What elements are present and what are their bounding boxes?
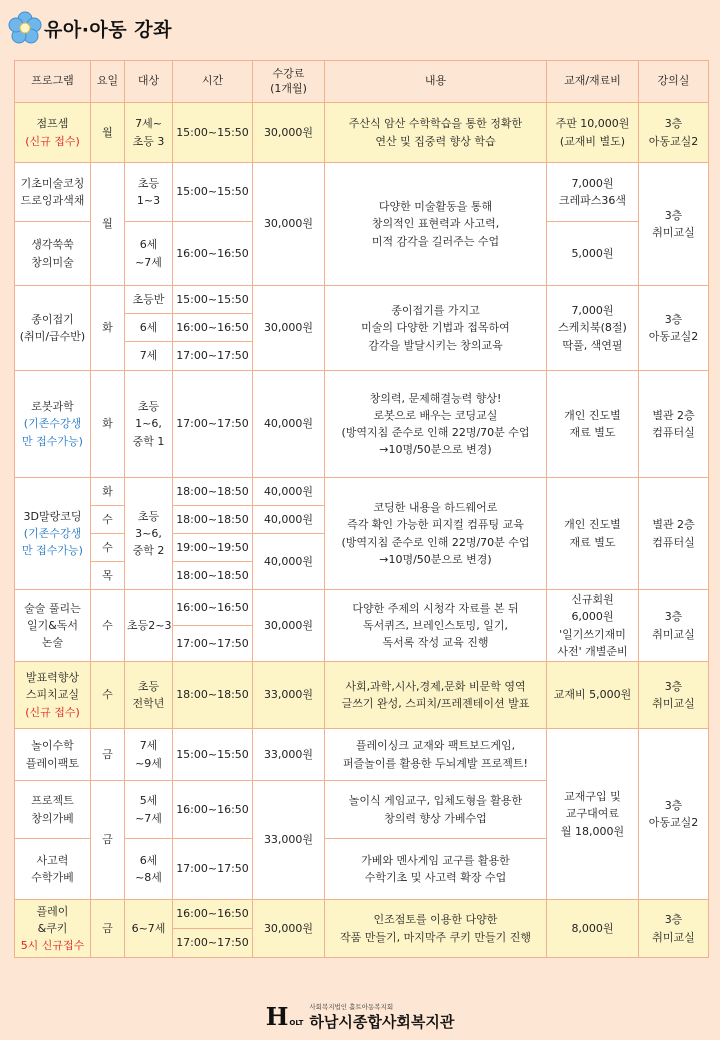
table-row [15, 900, 709, 929]
time-cell: 16:00~16:50 [173, 314, 253, 342]
day-cell: 수 [91, 662, 125, 729]
material-cell: 주판 10,000원 (교재비 별도) [547, 103, 639, 163]
table-row [15, 371, 709, 478]
day-cell: 월 [91, 163, 125, 286]
day-cell: 금 [91, 900, 125, 958]
target-cell: 5세~7세 [125, 781, 173, 839]
room-cell: 3층 아동교실2 [639, 103, 709, 163]
program-name: 플레이 &쿠키 [36, 904, 69, 935]
notice-text: (기존수강생 만 접수가능) [22, 417, 83, 448]
fee-cell: 30,000원 [253, 590, 325, 662]
table-row [15, 590, 709, 626]
day-cell: 월 [91, 103, 125, 163]
header-content: 내용 [325, 61, 547, 103]
room-cell: 3층 취미교실 [639, 163, 709, 286]
program-cell: 종이접기 (취미/급수반) [15, 286, 91, 371]
content-cell: 종이접기를 가지고 미술의 다양한 기법과 접목하여 감각을 발달시키는 창의교육 [325, 286, 547, 371]
program-cell: 프로젝트 창의가베 [15, 781, 91, 839]
time-cell: 16:00~16:50 [173, 781, 253, 839]
time-cell: 19:00~19:50 [173, 534, 253, 562]
fee-cell: 30,000원 [253, 163, 325, 286]
time-cell: 17:00~17:50 [173, 371, 253, 478]
material-cell: 8,000원 [547, 900, 639, 958]
flower-icon [8, 11, 42, 45]
page-title: 유아·아동 강좌 [44, 18, 172, 41]
program-cell: 놀이수학 플레이팩토 [15, 729, 91, 781]
table-row [15, 163, 709, 222]
new-badge: 5시 신규접수 [20, 939, 85, 953]
program-name: 점프셈 [36, 117, 69, 131]
material-cell: 교재구입 및 교구대여료 월 18,000원 [547, 729, 639, 900]
page-footer [0, 1002, 720, 1032]
content-cell: 창의력, 문제해결능력 향상! 로봇으로 배우는 코딩교실 (방역지침 준수로 인해 22명/70분 수업 →10명/50분으로 변경) [325, 371, 547, 478]
table-row [15, 662, 709, 729]
course-schedule-table [14, 60, 709, 958]
table-header-row [15, 61, 709, 103]
content-cell: 가베와 멘사게임 교구를 활용한 수학기초 및 사고력 확장 수업 [325, 839, 547, 900]
day-cell: 금 [91, 781, 125, 900]
fee-cell: 40,000원 [253, 478, 325, 506]
header-fee: 수강료 (1개월) [253, 61, 325, 103]
target-cell: 초등반 [125, 286, 173, 314]
footer-text [309, 1002, 454, 1032]
time-cell: 18:00~18:50 [173, 478, 253, 506]
room-cell: 3층 아동교실2 [639, 729, 709, 900]
room-cell: 3층 취미교실 [639, 662, 709, 729]
organization-name: 하남시종합사회복지관 [309, 1013, 455, 1031]
program-cell [15, 371, 91, 478]
time-cell: 15:00~15:50 [173, 103, 253, 163]
material-cell: 개인 진도별 재료 별도 [547, 478, 639, 590]
time-cell: 15:00~15:50 [173, 729, 253, 781]
table-row [15, 286, 709, 314]
target-cell: 6세~8세 [125, 839, 173, 900]
target-cell: 초등 전학년 [125, 662, 173, 729]
program-cell [15, 662, 91, 729]
header-time: 시간 [173, 61, 253, 103]
time-cell: 16:00~16:50 [173, 590, 253, 626]
time-cell: 16:00~16:50 [173, 900, 253, 929]
target-cell: 6~7세 [125, 900, 173, 958]
fee-cell: 40,000원 [253, 534, 325, 590]
material-cell: 신규회원 6,000원 '일기쓰기재미 사전' 개별준비 [547, 590, 639, 662]
time-cell: 17:00~17:50 [173, 342, 253, 371]
content-cell: 코딩한 내용을 하드웨어로 즉각 확인 가능한 피지컬 컴퓨팅 교육 (방역지침 준수로 인해 22명/70분 수업 →10명/50분으로 변경) [325, 478, 547, 590]
program-cell: 술술 풀리는 일기&독서 논술 [15, 590, 91, 662]
page-header [8, 8, 172, 48]
program-cell: 사고력 수학가베 [15, 839, 91, 900]
program-cell [15, 900, 91, 958]
material-cell: 7,000원 크레파스36색 [547, 163, 639, 222]
content-cell: 주산식 암산 수학학습을 통한 정확한 연산 및 집중력 향상 학습 [325, 103, 547, 163]
time-cell: 16:00~16:50 [173, 222, 253, 286]
time-cell: 17:00~17:50 [173, 839, 253, 900]
program-cell [15, 103, 91, 163]
target-cell: 초등2~3 [125, 590, 173, 662]
content-cell: 놀이식 게임교구, 입체도형을 활용한 창의력 향상 가베수업 [325, 781, 547, 839]
program-name: 발표력향상 스피치교실 [25, 671, 80, 702]
fee-cell: 33,000원 [253, 662, 325, 729]
content-cell: 사회,과학,시사,경제,문화 비문학 영역 글쓰기 완성, 스피치/프레젠테이션 발표 [325, 662, 547, 729]
time-cell: 18:00~18:50 [173, 562, 253, 590]
program-cell [15, 478, 91, 590]
target-cell: 초등 1~6, 중학 1 [125, 371, 173, 478]
day-cell: 목 [91, 562, 125, 590]
time-cell: 17:00~17:50 [173, 929, 253, 958]
room-cell: 3층 아동교실2 [639, 286, 709, 371]
content-cell: 다양한 주제의 시청각 자료를 본 뒤 독서퀴즈, 브레인스토밍, 일기, 독서록 작성 교육 진행 [325, 590, 547, 662]
day-cell: 화 [91, 371, 125, 478]
header-room: 강의실 [639, 61, 709, 103]
fee-cell: 30,000원 [253, 900, 325, 958]
program-name: 로봇과학 [31, 400, 74, 414]
room-cell: 3층 취미교실 [639, 590, 709, 662]
fee-cell: 33,000원 [253, 781, 325, 900]
content-cell: 플레이싱크 교재와 팩트보드게임, 퍼즐놀이를 활용한 두뇌계발 프로젝트! [325, 729, 547, 781]
target-cell: 7세 [125, 342, 173, 371]
time-cell: 18:00~18:50 [173, 506, 253, 534]
day-cell: 화 [91, 286, 125, 371]
target-cell: 6세~7세 [125, 222, 173, 286]
notice-text: (기존수강생 만 접수가능) [22, 526, 83, 558]
time-cell: 17:00~17:50 [173, 626, 253, 662]
target-cell: 초등 3~6, 중학 2 [125, 478, 173, 590]
target-cell: 7세~9세 [125, 729, 173, 781]
header-material: 교재/재료비 [547, 61, 639, 103]
new-badge: (신규 접수) [25, 134, 80, 148]
room-cell: 별관 2층 컴퓨터실 [639, 478, 709, 590]
target-cell: 6세 [125, 314, 173, 342]
content-cell: 인조점토를 이용한 다양한 작품 만들기, 마지막주 쿠키 만들기 진행 [325, 900, 547, 958]
material-cell: 개인 진도별 재료 별도 [547, 371, 639, 478]
time-cell: 18:00~18:50 [173, 662, 253, 729]
fee-cell: 30,000원 [253, 286, 325, 371]
program-name: 3D말랑코딩 [23, 509, 82, 523]
logo-letter: H [265, 1002, 289, 1031]
day-cell: 수 [91, 506, 125, 534]
day-cell: 수 [91, 534, 125, 562]
room-cell: 별관 2층 컴퓨터실 [639, 371, 709, 478]
material-cell: 교재비 5,000원 [547, 662, 639, 729]
table-row [15, 729, 709, 781]
fee-cell: 33,000원 [253, 729, 325, 781]
day-cell: 금 [91, 729, 125, 781]
program-cell: 기초미술코칭 드로잉과색채 [15, 163, 91, 222]
new-badge: (신규 접수) [25, 705, 80, 719]
fee-cell: 40,000원 [253, 506, 325, 534]
table-row [15, 478, 709, 506]
material-cell: 7,000원 스케치북(8절) 딱풀, 색연필 [547, 286, 639, 371]
fee-cell: 40,000원 [253, 371, 325, 478]
header-day: 요일 [91, 61, 125, 103]
target-cell: 초등 1~3 [125, 163, 173, 222]
logo-suffix: OLT [289, 1019, 304, 1027]
footer-subtitle: 사회복지법인 홀트아동복지회 [309, 1003, 394, 1011]
header-target: 대상 [125, 61, 173, 103]
material-cell: 5,000원 [547, 222, 639, 286]
holt-logo [265, 1002, 304, 1031]
day-cell: 수 [91, 590, 125, 662]
header-program: 프로그램 [15, 61, 91, 103]
room-cell: 3층 취미교실 [639, 900, 709, 958]
time-cell: 15:00~15:50 [173, 163, 253, 222]
program-cell: 생각쑥쑥 창의미술 [15, 222, 91, 286]
day-cell: 화 [91, 478, 125, 506]
content-cell: 다양한 미술활동을 통해 창의적인 표현력과 사고력, 미적 감각을 길러주는 수업 [325, 163, 547, 286]
target-cell: 7세~ 초등 3 [125, 103, 173, 163]
time-cell: 15:00~15:50 [173, 286, 253, 314]
table-row [15, 103, 709, 163]
fee-cell: 30,000원 [253, 103, 325, 163]
